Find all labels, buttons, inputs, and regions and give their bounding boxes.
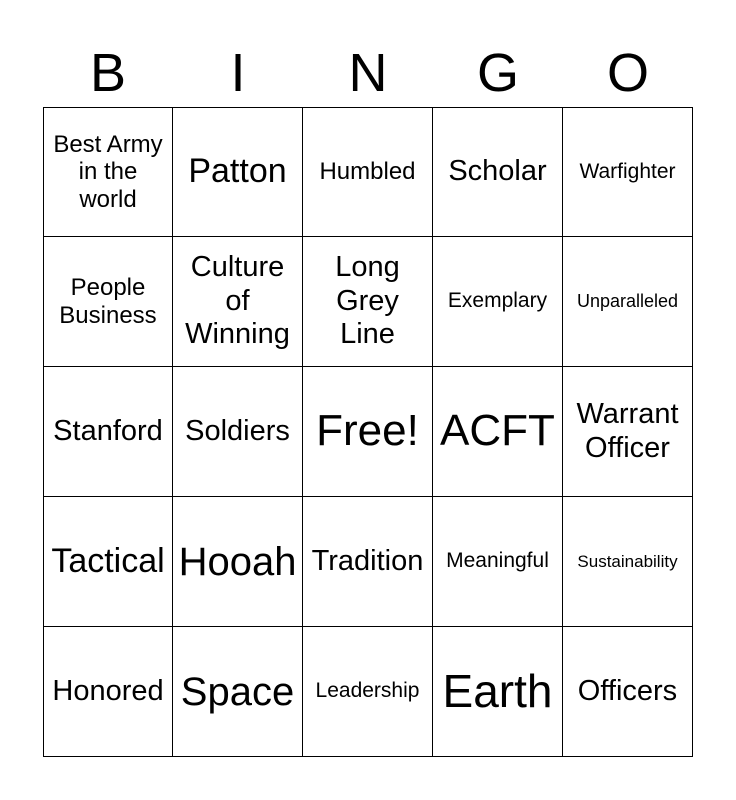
bingo-cell (303, 107, 433, 237)
bingo-cell (303, 237, 433, 367)
bingo-cell (433, 497, 563, 627)
cell-text: Stanford (53, 414, 163, 447)
bingo-cell (43, 627, 173, 757)
bingo-cell (563, 497, 693, 627)
bingo-cell (433, 107, 563, 237)
cell-text: ACFT (440, 406, 555, 456)
bingo-board (43, 107, 693, 757)
bingo-cell (173, 627, 303, 757)
cell-text: Honored (52, 674, 164, 707)
bingo-cell (173, 497, 303, 627)
header-letter-b: B (89, 43, 127, 103)
cell-text: Tradition (311, 544, 424, 577)
cell-text: Earth (442, 665, 553, 718)
bingo-cell (303, 627, 433, 757)
bingo-cell free-space (303, 367, 433, 497)
bingo-cell (563, 237, 693, 367)
cell-text: Humbled (319, 158, 416, 186)
bingo-cell (173, 237, 303, 367)
cell-text: Unparalleled (576, 291, 679, 312)
bingo-cell (173, 367, 303, 497)
bingo-cell (43, 107, 173, 237)
bingo-cell (43, 497, 173, 627)
cell-text: Meaningful (446, 549, 549, 573)
header-letter-i: I (230, 43, 246, 103)
cell-text: Officers (577, 674, 678, 707)
bingo-cell (563, 627, 693, 757)
cell-text: Sustainability (577, 551, 678, 571)
bingo-cell (563, 367, 693, 497)
bingo-header (43, 40, 693, 106)
bingo-cell (43, 237, 173, 367)
cell-text: Long Grey Line (335, 251, 400, 351)
cell-text: Leadership (315, 679, 420, 703)
bingo-cell (433, 627, 563, 757)
bingo-cell (433, 367, 563, 497)
cell-text: Soldiers (185, 414, 290, 447)
cell-text: Warfighter (579, 159, 676, 183)
cell-text: Tactical (51, 541, 165, 580)
cell-text: Free! (316, 406, 419, 456)
cell-text: Scholar (448, 155, 547, 188)
bingo-cell (173, 107, 303, 237)
header-letter-n: N (348, 43, 388, 103)
cell-text: Hooah (178, 539, 297, 584)
cell-text: Space (180, 669, 295, 714)
cell-text: People Business (59, 273, 157, 329)
cell-text: Exemplary (447, 289, 548, 313)
cell-text: Patton (188, 152, 287, 191)
cell-text: Culture of Winning (185, 251, 290, 351)
cell-text: Best Army in the world (53, 130, 163, 213)
header-letter-o: O (606, 43, 649, 103)
bingo-cell (303, 497, 433, 627)
bingo-cell (433, 237, 563, 367)
header-letter-g: G (476, 43, 519, 103)
bingo-cell (43, 367, 173, 497)
bingo-cell (563, 107, 693, 237)
cell-text: Warrant Officer (576, 398, 679, 464)
